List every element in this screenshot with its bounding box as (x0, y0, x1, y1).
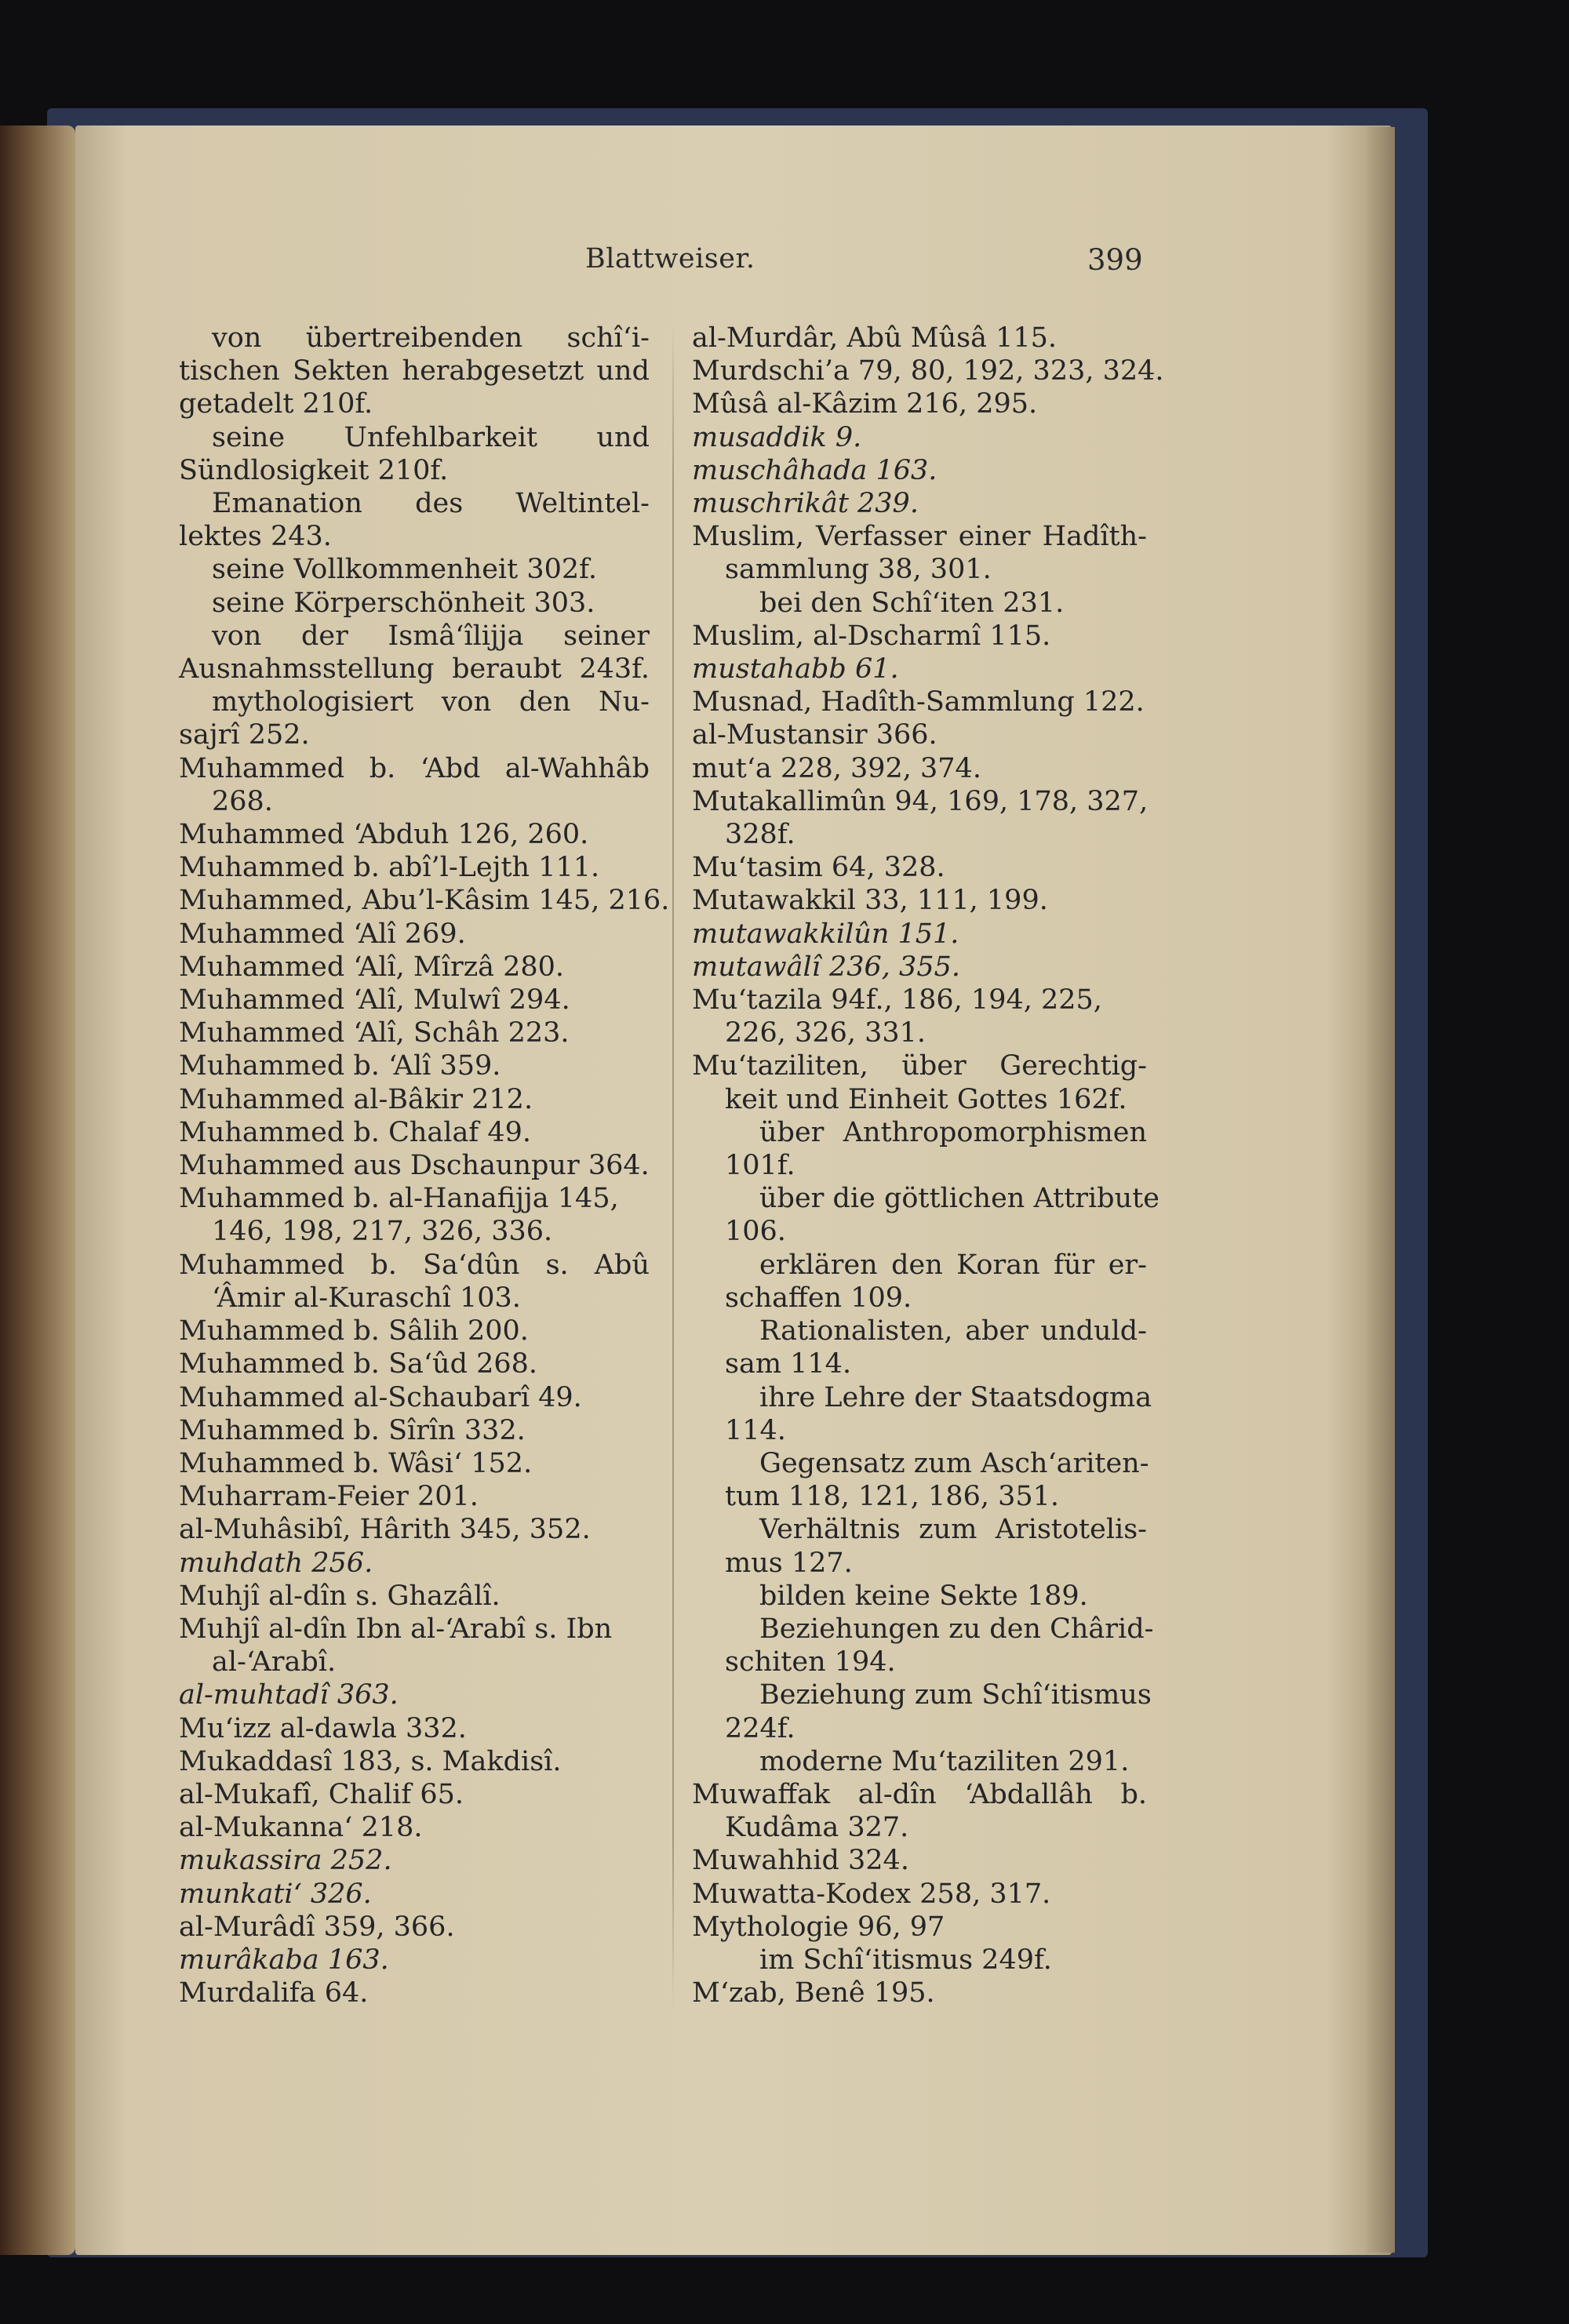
index-entry-line: Emanation des Weltintel- (212, 488, 650, 520)
index-entry-line: al-muhtadî 363. (179, 1679, 399, 1711)
index-entry-line: 101f. (725, 1150, 795, 1182)
index-entry-line: moderne Mu‘taziliten 291. (759, 1745, 1130, 1777)
index-entry-line: al-Mukafî, Chalif 65. (179, 1778, 464, 1810)
index-entry-line: al-Murâdî 359, 366. (179, 1911, 455, 1943)
index-entry-line: Muhammed b. ‘Abd al-Wahhâb (179, 752, 650, 784)
index-entry-line: schiten 194. (725, 1646, 896, 1678)
index-entry-line: Muhammed b. Sâlih 200. (179, 1315, 529, 1347)
index-entry-line: erklären den Koran für er- (759, 1249, 1147, 1281)
index-entry-line: munkati‘ 326. (179, 1878, 372, 1910)
index-entry-line: Rationalisten, aber unduld- (759, 1315, 1147, 1347)
index-entry-line: schaffen 109. (725, 1282, 912, 1314)
index-entry-line: über Anthropomorphismen (759, 1116, 1147, 1148)
index-entry-line: mut‘a 228, 392, 374. (692, 752, 981, 784)
index-entry-line: Muwahhid 324. (692, 1845, 909, 1877)
index-entry-line: Muhammed, Abu’l-Kâsim 145, 216. (179, 885, 670, 917)
index-entry-line: seine Unfehlbarkeit und (212, 421, 650, 453)
index-entry-line: Muhammed al-Schaubarî 49. (179, 1381, 582, 1413)
index-entry-line: 226, 326, 331. (725, 1017, 926, 1049)
index-entry-line: Muhammed b. abî’l-Lejth 111. (179, 852, 600, 884)
index-entry-line: getadelt 210f. (179, 388, 373, 420)
index-entry-line: Kudâma 327. (725, 1812, 909, 1844)
index-entry-line: Muhammed b. Chalaf 49. (179, 1116, 532, 1148)
index-entry-line: bilden keine Sekte 189. (759, 1580, 1088, 1612)
index-entry-line: sammlung 38, 301. (725, 554, 992, 586)
index-entry-line: murâkaba 163. (179, 1944, 389, 1976)
index-entry-line: Muhammed b. Sa‘ûd 268. (179, 1348, 538, 1380)
index-entry-line: über die göttlichen Attribute (759, 1183, 1159, 1215)
index-entry-line: seine Körperschönheit 303. (212, 587, 595, 619)
index-entry-line: Mukaddasî 183, s. Makdisî. (179, 1745, 562, 1777)
running-head: Blattweiser. (585, 243, 755, 275)
index-entry-line: 146, 198, 217, 326, 336. (212, 1216, 553, 1248)
index-entry-line: Muhammed b. Sîrîn 332. (179, 1414, 526, 1446)
index-entry-line: mutawâlî 236, 355. (692, 951, 960, 983)
index-entry-line: muhdath 256. (179, 1547, 373, 1579)
index-entry-line: ihre Lehre der Staatsdogma (759, 1381, 1152, 1413)
index-column-left (179, 322, 670, 2009)
index-entry-line: Muhammed ‘Alî, Mulwî 294. (179, 984, 570, 1017)
index-entry-line: mukassira 252. (179, 1845, 392, 1877)
index-entry-line: al-Murdâr, Abû Mûsâ 115. (692, 322, 1058, 354)
index-entry-line: Muslim, al-Dscharmî 115. (692, 620, 1051, 652)
index-entry-line: ‘Âmir al-Kuraschî 103. (212, 1282, 521, 1314)
index-entry-line: Mutawakkil 33, 111, 199. (692, 885, 1048, 917)
index-entry-line: al-Muhâsibî, Hârith 345, 352. (179, 1514, 591, 1546)
index-entry-line: Mu‘tazila 94f., 186, 194, 225, (692, 984, 1102, 1017)
index-entry-line: 106. (725, 1216, 786, 1248)
index-entry-line: muschrikât 239. (692, 488, 919, 520)
index-entry-line: mustahabb 61. (692, 653, 899, 686)
index-entry-line: tum 118, 121, 186, 351. (725, 1481, 1060, 1513)
page-block-edge (1367, 127, 1395, 2253)
index-entry-line: Mu‘izz al-dawla 332. (179, 1712, 467, 1744)
index-entry-line: Sündlosigkeit 210f. (179, 454, 449, 486)
index-entry-line: Beziehungen zu den Chârid- (759, 1613, 1154, 1645)
index-entry-line: Muhammed ‘Alî, Mîrzâ 280. (179, 951, 565, 983)
index-entry-line: von der Ismâ‘îlijja seiner (212, 620, 650, 652)
index-entry-line: Muhammed aus Dschaunpur 364. (179, 1150, 650, 1182)
index-entry-line: Mu‘taziliten, über Gerechtig- (692, 1050, 1147, 1082)
index-entry-line: 268. (212, 785, 273, 817)
index-entry-line: tischen Sekten herabgesetzt und (179, 355, 650, 387)
index-entry-line: Muslim, Verfasser einer Hadîth- (692, 521, 1147, 553)
index-entry-line: sam 114. (725, 1348, 852, 1380)
index-entry-line: 224f. (725, 1712, 795, 1744)
index-entry-line: im Schî‘itismus 249f. (759, 1944, 1052, 1976)
index-entry-line: Musnad, Hadîth-Sammlung 122. (692, 686, 1145, 718)
index-entry-line: 328f. (725, 819, 795, 851)
index-entry-line: Muhjî al-dîn Ibn al-‘Arabî s. Ibn (179, 1613, 613, 1645)
page-header (75, 243, 1392, 282)
index-entry-line: M‘zab, Benê 195. (692, 1977, 935, 2009)
index-entry-line: musaddik 9. (692, 421, 862, 453)
index-entry-line: bei den Schî‘iten 231. (759, 587, 1065, 619)
left-page-edge (0, 125, 75, 2255)
index-entry-line: Ausnahmsstellung beraubt 243f. (179, 653, 650, 686)
index-entry-line: mus 127. (725, 1547, 853, 1579)
index-entry-line: Mu‘tasim 64, 328. (692, 852, 945, 884)
index-entry-line: seine Vollkommenheit 302f. (212, 554, 597, 586)
index-entry-line: Muhammed b. Sa‘dûn s. Abû (179, 1249, 650, 1281)
index-entry-line: Muhjî al-dîn s. Ghazâlî. (179, 1580, 501, 1612)
index-entry-line: Muhammed ‘Abduh 126, 260. (179, 819, 589, 851)
index-entry-line: mutawakkilûn 151. (692, 918, 959, 950)
index-entry-line: Muhammed ‘Alî 269. (179, 918, 466, 950)
index-entry-line: al-Mustansir 366. (692, 719, 937, 751)
index-entry-line: Muhammed al-Bâkir 212. (179, 1083, 533, 1115)
index-entry-line: Muhammed b. ‘Alî 359. (179, 1050, 501, 1082)
index-entry-line: Verhältnis zum Aristotelis- (759, 1514, 1147, 1546)
index-entry-line: Muhammed ‘Alî, Schâh 223. (179, 1017, 570, 1049)
index-entry-line: Beziehung zum Schî‘itismus (759, 1679, 1152, 1711)
index-column-right (692, 322, 1164, 2009)
index-entry-line: Muwatta-Kodex 258, 317. (692, 1878, 1051, 1910)
column-divider (672, 322, 674, 2008)
page-number: 399 (1087, 243, 1143, 277)
index-entry-line: Muhammed b. Wâsi‘ 152. (179, 1447, 533, 1479)
index-entry-line: Muwaffak al-dîn ‘Abdallâh b. (692, 1778, 1147, 1810)
index-entry-line: Murdalifa 64. (179, 1977, 369, 2009)
index-entry-line: Mutakallimûn 94, 169, 178, 327, (692, 785, 1149, 817)
index-entry-line: von übertreibenden schî‘i- (212, 322, 650, 354)
index-entry-line: al-‘Arabî. (212, 1646, 337, 1678)
index-entry-line: lektes 243. (179, 521, 332, 553)
index-entry-line: 114. (725, 1414, 786, 1446)
index-entry-line: al-Mukanna‘ 218. (179, 1812, 423, 1844)
index-entry-line: sajrî 252. (179, 719, 310, 751)
index-entry-line: Murdschi’a 79, 80, 192, 323, 324. (692, 355, 1164, 387)
index-entry-line: Muhammed b. al-Hanafijja 145, (179, 1183, 619, 1215)
index-entry-line: mythologisiert von den Nu- (212, 686, 650, 718)
index-entry-line: Mythologie 96, 97 (692, 1911, 945, 1943)
index-entry-line: Muharram-Feier 201. (179, 1481, 479, 1513)
index-entry-line: muschâhada 163. (692, 454, 937, 486)
index-entry-line: keit und Einheit Gottes 162f. (725, 1083, 1127, 1115)
index-entry-line: Mûsâ al-Kâzim 216, 295. (692, 388, 1038, 420)
index-entry-line: Gegensatz zum Asch‘ariten- (759, 1447, 1149, 1479)
